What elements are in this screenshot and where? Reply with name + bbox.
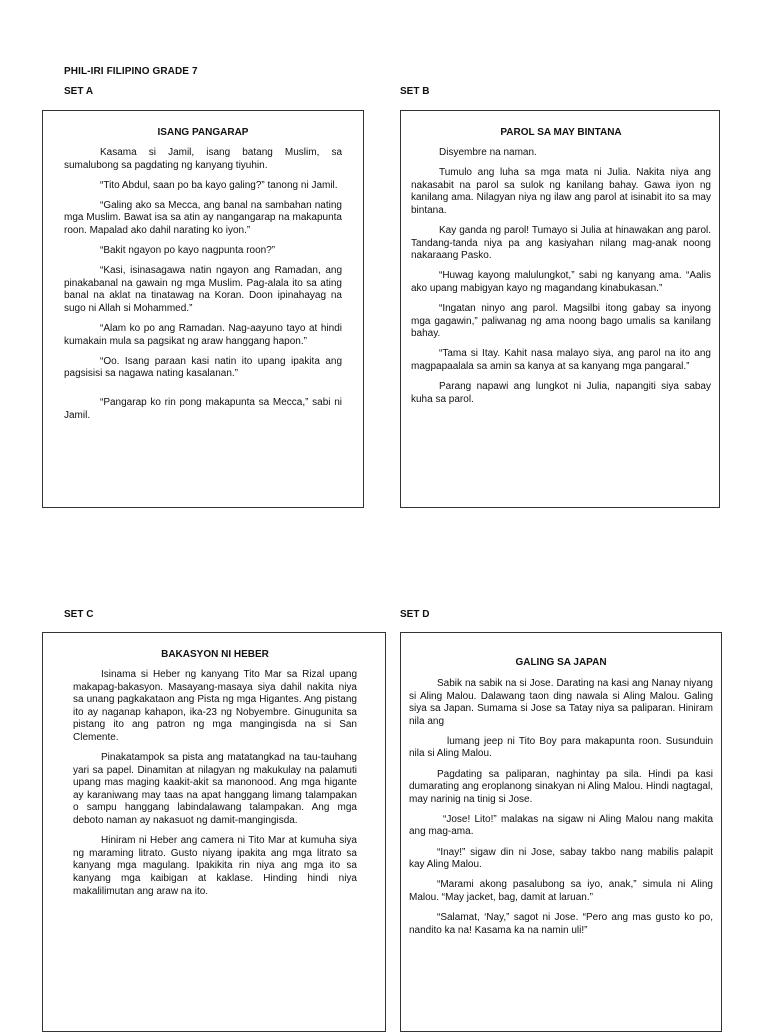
set-a-story-title: ISANG PANGARAP xyxy=(157,127,249,138)
story-paragraph: lumang jeep ni Tito Boy para makapunta roon. Susunduin nila si Aling Malou. xyxy=(409,735,713,760)
story-paragraph: “Oo. Isang paraan kasi natin ito upang ipakita ang pagsisisi sa nagawa nating kasalanan.” xyxy=(64,355,342,380)
set-d-label: SET D xyxy=(400,609,430,620)
story-paragraph: Pinakatampok sa pista ang matatangkad na tau-tauhang yari sa papel. Dinamitan at nilagyan ng makukulay na palamuti upang mas maging kaakit-akit sa manonood. Ang mga higante ay karaniwang may taas na apat hanggang limang talampakan o sampu hanggang labindalawang talampakan. Ang mga deboto naman ay nakasuot ng damit-mangingisda. xyxy=(73,752,357,827)
story-paragraph: “Kasi, isinasagawa natin ngayon ang Ramadan, ang pinakabanal na gawain ng mga Muslim. Pag-alala ito sa ating banal na aklat na tinatawag na Koran. Doon ipinahayag na sugo ni Allah si Mohammed.” xyxy=(64,265,342,314)
story-paragraph: “Galing ako sa Mecca, ang banal na sambahan nating mga Muslim. Bawat isa sa atin ay nangangarap na makapunta roon. Mapalad ako dahil narating ko iyon.” xyxy=(64,199,342,236)
story-paragraph: “Huwag kayong malulungkot,” sabi ng kanyang ama. “Aalis ako upang mabigyan kayo ng magandang kinabukasan.” xyxy=(411,270,711,294)
story-paragraph: Disyembre na naman. xyxy=(439,147,537,158)
set-d-story-title: GALING SA JAPAN xyxy=(515,657,607,668)
story-paragraph: Parang napawi ang lungkot ni Julia, napangiti siya sabay kuha sa parol. xyxy=(411,380,711,405)
story-paragraph: “Marami akong pasalubong sa iyo, anak,” simula ni Aling Malou. “May jacket, bag, damit at laruan.” xyxy=(409,879,713,903)
story-paragraph: Kay ganda ng parol! Tumayo si Julia at hinawakan ang parol. Tandang-tanda niya pa ang kasiyahan nilang mag-anak noong nakaraang Pasko. xyxy=(411,224,711,262)
story-paragraph: Sabik na sabik na si Jose. Darating na kasi ang Nanay niyang si Aling Malou. Dalawang taon ding nawala si Aling Malou. Galing siya sa Japan. Sumama si Jose sa Tatay niya sa paliparan. Hiniram nila ang xyxy=(409,678,713,727)
set-b-story-box xyxy=(400,110,720,508)
story-paragraph: “Tama si Itay. Kahit nasa malayo siya, ang parol na ito ang magpapaalala sa amin sa kanya at sa kanyang mga pangaral.” xyxy=(411,348,711,372)
set-c-label: SET C xyxy=(64,609,94,620)
set-b-story-title: PAROL SA MAY BINTANA xyxy=(500,127,622,138)
story-paragraph: “Pangarap ko rin pong makapunta sa Mecca,” sabi ni Jamil. xyxy=(64,396,342,421)
story-paragraph: “Alam ko po ang Ramadan. Nag-aayuno tayo at hindi kumakain mula sa pagsikat ng araw hanggang hapon.” xyxy=(64,323,342,347)
story-paragraph: Hiniram ni Heber ang camera ni Tito Mar at kumuha siya ng maraming litrato. Gusto niyang ipakita ang mga litrato sa kanyang mga magulang. Ipakikita rin niya ang mga ito sa kanyang mga kaibigan at kaklase. Hinding hindi niya makalilimutan ang araw na ito. xyxy=(73,835,357,897)
story-paragraph: “Jose! Lito!” malakas na sigaw ni Aling Malou nang makita ang mag-ama. xyxy=(409,813,713,838)
set-a-story-box xyxy=(42,110,364,508)
story-paragraph: Pagdating sa paliparan, naghintay pa sila. Hindi pa kasi dumarating ang eroplanong sinakyan ni Aling Malou. Hindi nagtagal, may narinig na tinig si Jose. xyxy=(409,768,713,805)
story-paragraph: “Ingatan ninyo ang parol. Magsilbi itong gabay sa inyong mga gagawin,” paliwanag ng ama noong bago umalis sa kanilang bahay. xyxy=(411,302,711,340)
set-a-label: SET A xyxy=(64,86,94,97)
story-paragraph: “Bakit ngayon po kayo nagpunta roon?” xyxy=(100,245,276,257)
story-paragraph: “Tito Abdul, saan po ba kayo galing?” tanong ni Jamil. xyxy=(100,179,338,191)
story-paragraph: “Salamat, ‘Nay,” sagot ni Jose. “Pero ang mas gusto ko po, nandito ka na! Kasama ka na namin uli!” xyxy=(409,911,713,936)
set-d-story-box xyxy=(400,632,722,1032)
story-paragraph: Tumulo ang luha sa mga mata ni Julia. Nakita niya ang nakasabit na parol sa sulok ng kanilang bahay. Gawa iyon ng kanilang ama. Nilagyan niya ng ilaw ang parol at isinabit ito sa may bintana. xyxy=(411,167,711,216)
story-paragraph: “Inay!” sigaw din ni Jose, sabay takbo nang mabilis palapit kay Aling Malou. xyxy=(409,846,713,871)
document-title: PHIL-IRI FILIPINO GRADE 7 xyxy=(64,66,198,77)
set-b-label: SET B xyxy=(400,86,430,97)
set-c-story-box xyxy=(42,632,386,1032)
story-paragraph: Kasama si Jamil, isang batang Muslim, sa sumalubong sa pagdating ng kanyang tiyuhin. xyxy=(64,147,342,171)
set-c-story-title: BAKASYON NI HEBER xyxy=(161,649,269,660)
story-paragraph: Isinama si Heber ng kanyang Tito Mar sa Rizal upang makapag-bakasyon. Masayang-masaya siya dahil nakita niya sa unang pagkakataon ang Pista ng mga Higantes. Ang pistang ito ay naganap kahapon, ika-23 ng Nobyembre. Ginugunita sa pistang ito ang patron ng mga mangingisda na si San Clemente. xyxy=(73,669,357,743)
